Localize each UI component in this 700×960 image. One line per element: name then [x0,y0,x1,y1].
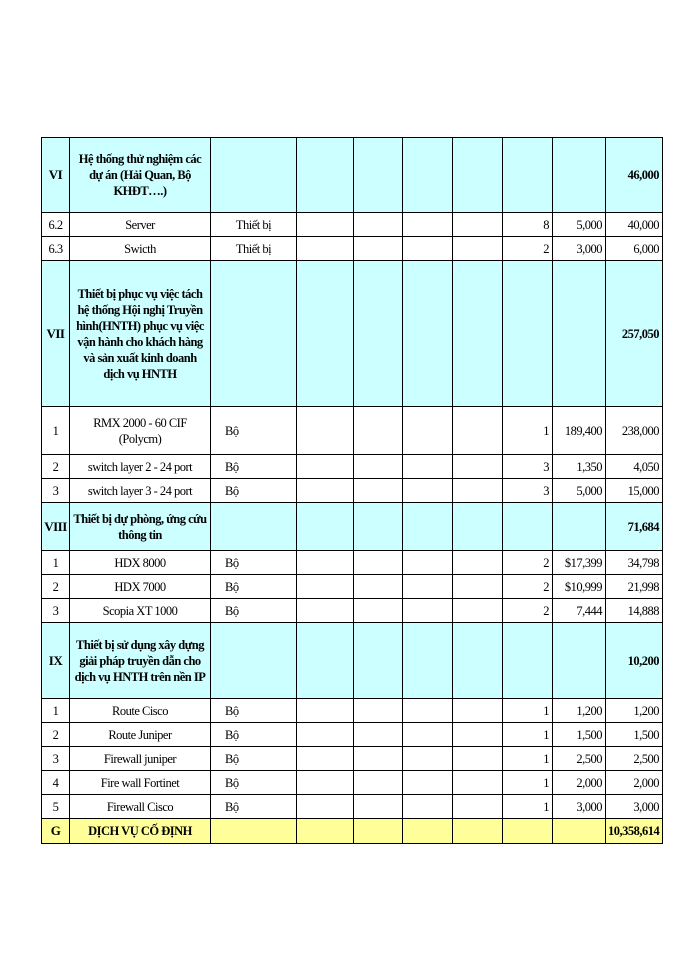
table-row [42,237,663,261]
row-index: VI [42,138,70,213]
table-row [42,138,663,213]
row-unit [211,623,297,699]
empty-cell [403,699,453,723]
row-description: Thiết bị phục vụ việc tách hệ thống Hội nghị Truyền hình(HNTH) phục vụ việc vận hành cho khách hàng và sản xuất kinh doanh dịch vụ HNTH [70,261,211,407]
table-row [42,407,663,455]
row-quantity: 1 [503,723,553,747]
row-unit-price: 1,200 [553,699,606,723]
row-quantity: 1 [503,771,553,795]
row-unit-price: 7,444 [553,599,606,623]
table-row [42,723,663,747]
row-index: 1 [42,699,70,723]
empty-cell [453,795,503,819]
empty-cell [297,213,354,237]
empty-cell [297,771,354,795]
row-unit: Bộ [211,795,297,819]
empty-cell [297,479,354,503]
row-unit-price [553,138,606,213]
empty-cell [403,479,453,503]
row-index: VII [42,261,70,407]
row-index: 3 [42,747,70,771]
empty-cell [403,138,453,213]
empty-cell [354,819,403,844]
empty-cell [297,138,354,213]
row-index: 4 [42,771,70,795]
row-unit: Bộ [211,407,297,455]
row-description: DỊCH VỤ CỐ ĐỊNH [70,819,211,844]
row-total: 71,684 [606,503,663,551]
empty-cell [453,138,503,213]
row-total: 46,000 [606,138,663,213]
row-quantity: 8 [503,213,553,237]
empty-cell [354,479,403,503]
row-quantity [503,623,553,699]
row-total: 3,000 [606,795,663,819]
row-quantity [503,819,553,844]
row-unit: Thiết bị [211,213,297,237]
table-row [42,503,663,551]
empty-cell [297,623,354,699]
row-description: Thiết bị sử dụng xây dựng giải pháp truyền dẫn cho dịch vụ HNTH trên nền IP [70,623,211,699]
table-row-grand-total [42,819,663,844]
row-index: 3 [42,479,70,503]
row-description: Fire wall Fortinet [70,771,211,795]
row-quantity: 2 [503,551,553,575]
row-index: 3 [42,599,70,623]
row-unit-price: 5,000 [553,479,606,503]
row-unit-price: $10,999 [553,575,606,599]
empty-cell [354,213,403,237]
empty-cell [297,261,354,407]
row-description: Route Juniper [70,723,211,747]
row-unit [211,138,297,213]
row-description: switch layer 2 - 24 port [70,455,211,479]
empty-cell [297,599,354,623]
row-index: 1 [42,407,70,455]
table-row [42,795,663,819]
empty-cell [453,819,503,844]
table-row [42,551,663,575]
row-unit-price: 1,500 [553,723,606,747]
table-row [42,699,663,723]
row-unit-price [553,503,606,551]
table-row [42,455,663,479]
table-row [42,213,663,237]
row-unit-price: 3,000 [553,795,606,819]
empty-cell [297,455,354,479]
empty-cell [354,623,403,699]
row-total: 34,798 [606,551,663,575]
row-unit: Bộ [211,771,297,795]
row-index: 2 [42,575,70,599]
empty-cell [453,237,503,261]
row-index: G [42,819,70,844]
empty-cell [297,575,354,599]
empty-cell [453,503,503,551]
row-description: Hệ thống thử nghiệm các dự án (Hải Quan, Bộ KHĐT….) [70,138,211,213]
row-unit [211,819,297,844]
row-unit: Bộ [211,479,297,503]
empty-cell [453,623,503,699]
row-unit: Thiết bị [211,237,297,261]
row-description: Firewall juniper [70,747,211,771]
empty-cell [403,503,453,551]
empty-cell [297,723,354,747]
empty-cell [297,819,354,844]
empty-cell [403,623,453,699]
row-index: 2 [42,455,70,479]
empty-cell [354,261,403,407]
empty-cell [403,213,453,237]
empty-cell [297,551,354,575]
row-total: 10,358,614 [606,819,663,844]
empty-cell [453,479,503,503]
row-description: HDX 7000 [70,575,211,599]
row-unit [211,261,297,407]
table-row [42,623,663,699]
row-index: 1 [42,551,70,575]
row-quantity: 2 [503,599,553,623]
row-total: 1,500 [606,723,663,747]
row-unit-price: 3,000 [553,237,606,261]
row-quantity: 2 [503,575,553,599]
empty-cell [354,503,403,551]
row-description: Thiết bị dự phòng, ứng cứu thông tin [70,503,211,551]
row-unit-price: $17,399 [553,551,606,575]
row-unit: Bộ [211,455,297,479]
empty-cell [354,795,403,819]
empty-cell [453,723,503,747]
row-total: 40,000 [606,213,663,237]
row-description: Server [70,213,211,237]
empty-cell [297,795,354,819]
row-quantity: 3 [503,455,553,479]
row-index: IX [42,623,70,699]
row-total: 10,200 [606,623,663,699]
row-index: 6.3 [42,237,70,261]
empty-cell [403,771,453,795]
empty-cell [403,747,453,771]
empty-cell [403,575,453,599]
row-unit-price: 189,400 [553,407,606,455]
empty-cell [297,747,354,771]
empty-cell [453,575,503,599]
empty-cell [297,407,354,455]
empty-cell [354,407,403,455]
row-total: 6,000 [606,237,663,261]
empty-cell [403,455,453,479]
row-unit-price: 1,350 [553,455,606,479]
empty-cell [297,237,354,261]
empty-cell [453,599,503,623]
row-unit-price [553,623,606,699]
empty-cell [354,138,403,213]
row-unit-price [553,261,606,407]
row-unit [211,503,297,551]
row-unit: Bộ [211,599,297,623]
empty-cell [453,747,503,771]
row-quantity [503,503,553,551]
row-unit-price [553,819,606,844]
row-unit-price: 2,000 [553,771,606,795]
empty-cell [297,699,354,723]
empty-cell [453,771,503,795]
row-unit: Bộ [211,747,297,771]
row-unit-price: 2,500 [553,747,606,771]
row-total: 257,050 [606,261,663,407]
table-row [42,599,663,623]
row-description: Scopia XT 1000 [70,599,211,623]
table-row [42,479,663,503]
empty-cell [453,407,503,455]
empty-cell [403,407,453,455]
equipment-cost-table [41,137,663,844]
row-total: 15,000 [606,479,663,503]
empty-cell [453,261,503,407]
empty-cell [297,503,354,551]
row-index: 2 [42,723,70,747]
row-total: 14,888 [606,599,663,623]
row-total: 2,500 [606,747,663,771]
empty-cell [403,551,453,575]
row-description: RMX 2000 - 60 CIF (Polycm) [70,407,211,455]
row-unit-price: 5,000 [553,213,606,237]
empty-cell [453,455,503,479]
table-row [42,747,663,771]
row-index: VIII [42,503,70,551]
table-row [42,261,663,407]
row-unit: Bộ [211,699,297,723]
table-row [42,771,663,795]
empty-cell [453,699,503,723]
empty-cell [354,747,403,771]
row-description: switch layer 3 - 24 port [70,479,211,503]
row-quantity: 3 [503,479,553,503]
empty-cell [354,237,403,261]
row-quantity: 1 [503,407,553,455]
empty-cell [403,599,453,623]
empty-cell [354,599,403,623]
row-index: 5 [42,795,70,819]
empty-cell [403,819,453,844]
empty-cell [453,551,503,575]
row-description: HDX 8000 [70,551,211,575]
row-total: 1,200 [606,699,663,723]
row-description: Firewall Cisco [70,795,211,819]
empty-cell [403,237,453,261]
empty-cell [354,575,403,599]
empty-cell [403,795,453,819]
row-quantity: 2 [503,237,553,261]
row-total: 2,000 [606,771,663,795]
empty-cell [354,551,403,575]
row-quantity: 1 [503,699,553,723]
row-quantity [503,138,553,213]
row-total: 21,998 [606,575,663,599]
empty-cell [453,213,503,237]
row-total: 4,050 [606,455,663,479]
row-quantity: 1 [503,747,553,771]
row-quantity [503,261,553,407]
row-index: 6.2 [42,213,70,237]
empty-cell [403,261,453,407]
row-unit: Bộ [211,723,297,747]
row-description: Route Cisco [70,699,211,723]
empty-cell [354,699,403,723]
empty-cell [354,771,403,795]
row-description: Swicth [70,237,211,261]
row-unit: Bộ [211,575,297,599]
table-row [42,575,663,599]
row-quantity: 1 [503,795,553,819]
empty-cell [403,723,453,747]
empty-cell [354,723,403,747]
row-total: 238,000 [606,407,663,455]
row-unit: Bộ [211,551,297,575]
empty-cell [354,455,403,479]
